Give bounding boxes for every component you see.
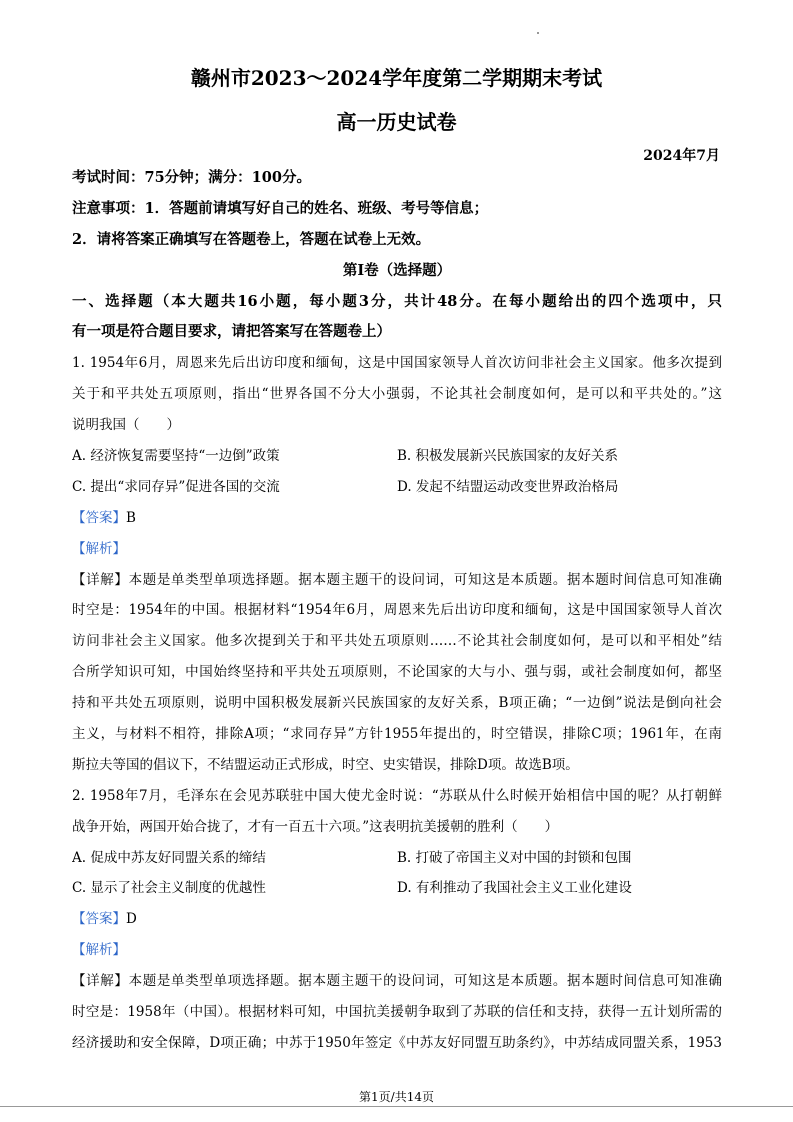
q2-detail-2: 时空是：1958年（中国）。根据材料可知，中国抗美援朝争取到了苏联的信任和支持，获得一五计划所需的 bbox=[72, 1004, 722, 1021]
q2-analysis-tag: 【解析】 bbox=[72, 942, 126, 959]
q1-detail-6: 主义，与材料不相符，排除A项；“求同存异”方针1955年提出的，时空错误，排除C项；1961年，在南 bbox=[72, 726, 722, 743]
q1-answer-value: B bbox=[126, 509, 136, 526]
q1-option-c: C. 提出“求同存异”促进各国的交流 bbox=[72, 478, 280, 495]
q2-option-d: D. 有利推动了我国社会主义工业化建设 bbox=[397, 880, 632, 897]
q2-detail-1: 【详解】本题是单类型单项选择题。据本题主题干的设问词，可知这是本质题。据本题时间信息可知准确 bbox=[72, 973, 722, 990]
q1-answer-tag: 【答案】 bbox=[72, 509, 126, 526]
exam-title: 赣州市2023～2024学年度第二学期期末考试 bbox=[190, 66, 603, 90]
q1-option-b: B. 积极发展新兴民族国家的友好关系 bbox=[397, 448, 619, 465]
q2-option-b: B. 打破了帝国主义对中国的封锁和包围 bbox=[397, 849, 632, 866]
q1-stem-3: 说明我国（ ） bbox=[72, 417, 180, 434]
footer-rule bbox=[0, 1106, 793, 1107]
q2-answer-value: D bbox=[126, 911, 137, 928]
question-2 bbox=[72, 781, 722, 1059]
q1-stem-1: 1. 1954年6月，周恩来先后出访印度和缅甸，这是中国国家领导人首次访问非社会主义国家。他多次提到 bbox=[72, 355, 722, 372]
q2-stem-1: 2. 1958年7月，毛泽东在会见苏联驻中国大使尤金时说：“苏联从什么时候开始相信中国的呢？从打朝鲜 bbox=[72, 787, 722, 804]
exam-date: 2024年7月 bbox=[643, 148, 720, 164]
section-heading: 第Ⅰ卷（选择题） bbox=[342, 261, 452, 279]
q1-options-row-2 bbox=[72, 472, 722, 503]
q1-option-d: D. 发起不结盟运动改变世界政治格局 bbox=[397, 478, 619, 495]
q2-option-a: A. 促成中苏友好同盟关系的缔结 bbox=[72, 849, 266, 866]
notes-line-1: 注意事项：1．答题前请填写好自己的姓名、班级、考号等信息； bbox=[72, 199, 489, 217]
notes-line-2: 2．请将答案正确填写在答题卷上，答题在试卷上无效。 bbox=[72, 230, 431, 248]
q1-detail-2: 时空是：1954年的中国。根据材料“1954年6月，周恩来先后出访印度和缅甸，这是中国国家领导人首次 bbox=[72, 602, 722, 619]
q2-option-c: C. 显示了社会主义制度的优越性 bbox=[72, 880, 266, 897]
q2-options-row-1 bbox=[72, 843, 722, 874]
q2-stem-2: 战争开始，两国开始合拢了，才有一百五十六项。”这表明抗美援朝的胜利（ ） bbox=[72, 818, 559, 835]
exam-subtitle: 高一历史试卷 bbox=[336, 110, 457, 134]
q1-detail-3: 访问非社会主义国家。他多次提到关于和平共处五项原则……不论其社会制度如何，是可以和平相处”结 bbox=[72, 633, 722, 650]
exam-time-line: 考试时间：75分钟；满分：100分。 bbox=[72, 169, 311, 186]
q2-options-row-2 bbox=[72, 873, 722, 904]
q2-analysis bbox=[72, 935, 722, 966]
scan-dot bbox=[537, 32, 539, 34]
q1-detail-7: 斯拉夫等国的倡议下，不结盟运动正式形成，时空、史实错误，排除D项。故选B项。 bbox=[72, 756, 579, 773]
q1-detail-1: 【详解】本题是单类型单项选择题。据本题主题干的设问词，可知这是本质题。据本题时间信息可知准确 bbox=[72, 571, 722, 588]
q1-analysis bbox=[72, 534, 722, 565]
q2-answer bbox=[72, 904, 722, 935]
q1-detail-4: 合所学知识可知，中国始终坚持和平共处五项原则，不论国家的大与小、强与弱，或社会制度如何，都坚 bbox=[72, 664, 722, 681]
q1-stem-2: 关于和平共处五项原则，指出“世界各国不分大小强弱，不论其社会制度如何，是可以和平共处的。”这 bbox=[72, 386, 722, 403]
q1-analysis-tag: 【解析】 bbox=[72, 540, 126, 557]
q1-answer bbox=[72, 503, 722, 534]
section-instructions-1: 一、选择题（本大题共16小题，每小题3分，共计48分。在每小题给出的四个选项中，只 bbox=[72, 292, 722, 310]
q2-answer-tag: 【答案】 bbox=[72, 911, 126, 928]
q1-option-a: A. 经济恢复需要坚持“一边倒”政策 bbox=[72, 448, 280, 465]
q1-detail-5: 持和平共处五项原则，说明中国积极发展新兴民族国家的友好关系，B项正确；“一边倒”说法是倒向社会 bbox=[72, 695, 722, 712]
q2-detail-3: 经济援助和安全保障，D项正确；中苏于1950年签定《中苏友好同盟互助条约》，中苏结成同盟关系，1953 bbox=[72, 1034, 722, 1051]
section-instructions-2: 有一项是符合题目要求，请把答案写在答题卷上） bbox=[72, 323, 391, 341]
q1-options-row-1 bbox=[72, 441, 722, 472]
exam-content bbox=[72, 163, 722, 1059]
page-number: 第1页/共14页 bbox=[359, 1090, 434, 1104]
question-1 bbox=[72, 348, 722, 780]
